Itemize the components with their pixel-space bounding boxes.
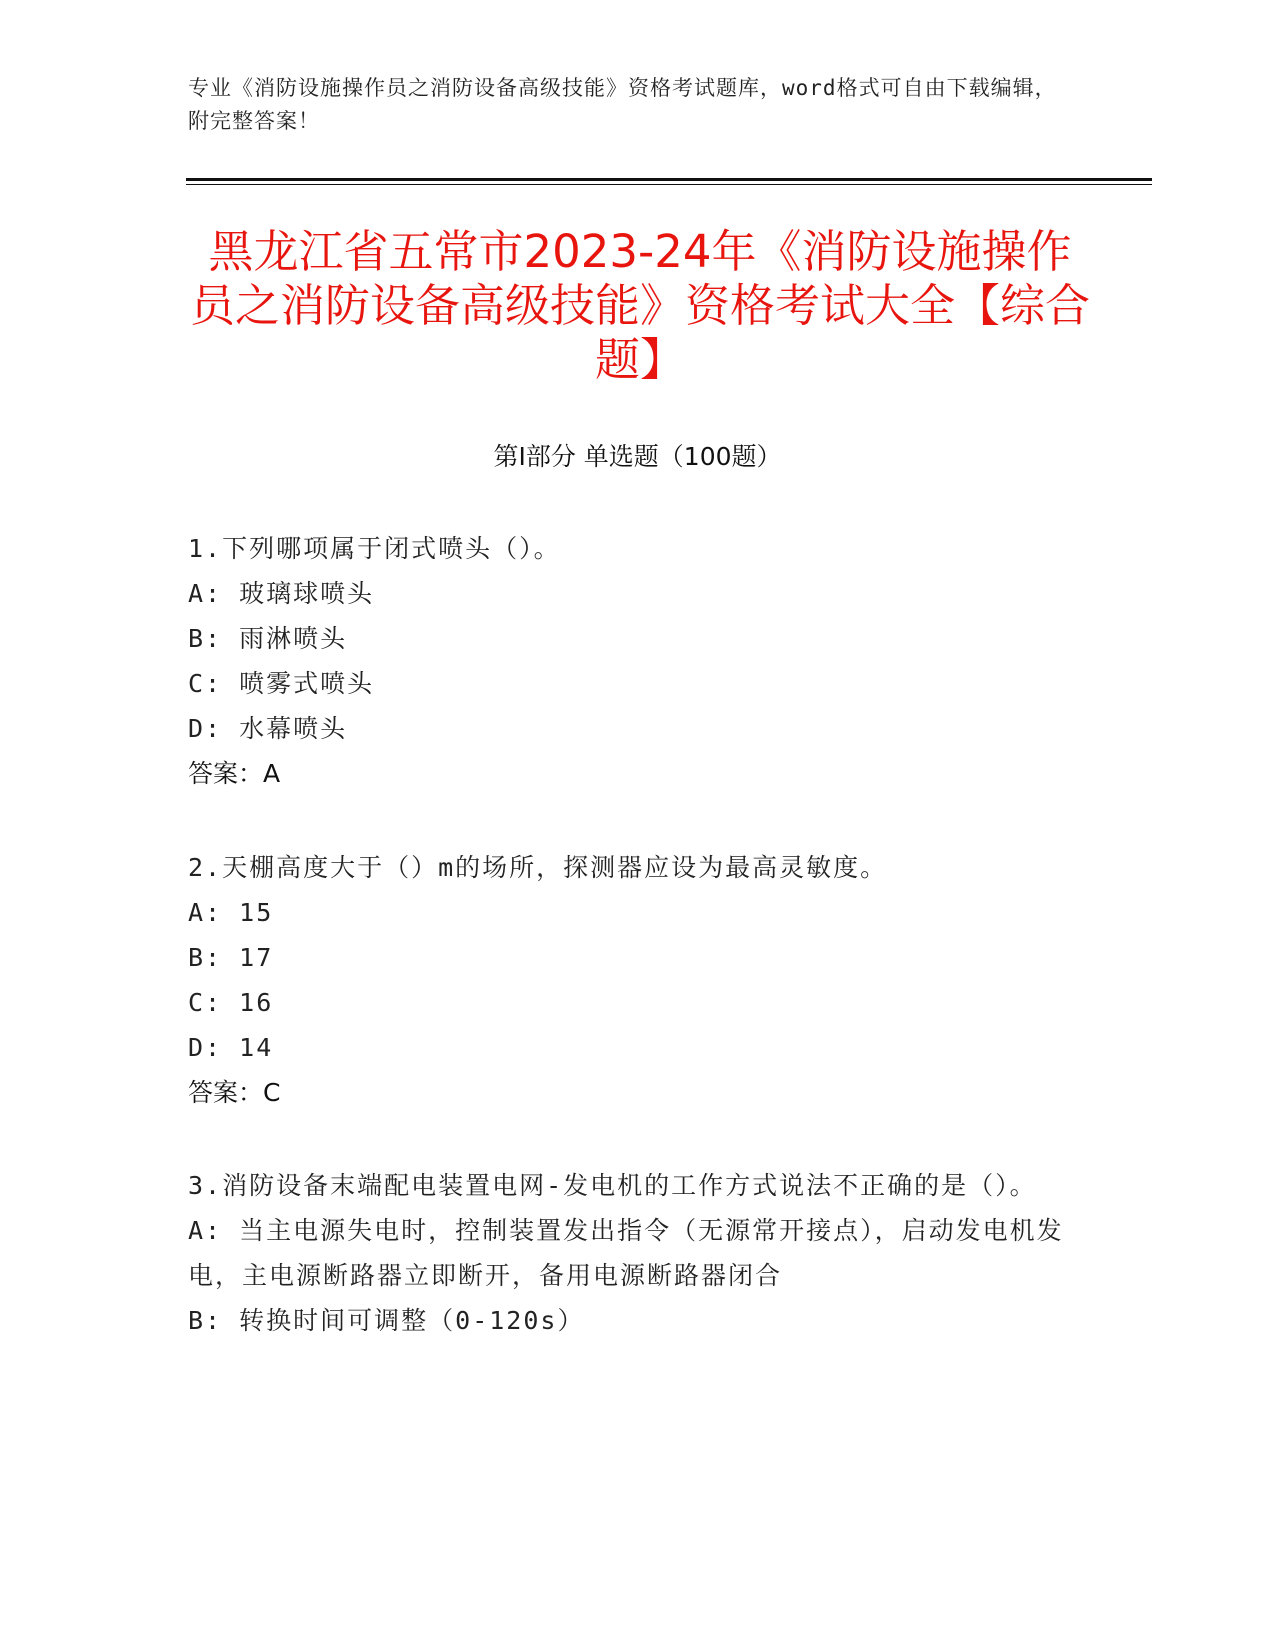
question-block-3 <box>188 1163 1068 1343</box>
option-b: B: 雨淋喷头 <box>188 624 348 653</box>
option-c: C: 喷雾式喷头 <box>188 669 375 698</box>
option-a: A: 15 <box>188 898 274 927</box>
answer-line: 答案：C <box>188 1078 281 1107</box>
answer-line: 答案：A <box>188 759 281 788</box>
question-stem: 3.消防设备末端配电装置电网-发电机的工作方式说法不正确的是（）。 <box>188 1171 1037 1200</box>
question-block-1 <box>188 526 1068 796</box>
header-divider-thick <box>186 178 1152 181</box>
header-divider-thin <box>186 184 1152 185</box>
option-a: A: 玻璃球喷头 <box>188 579 375 608</box>
option-d: D: 水幕喷头 <box>188 714 348 743</box>
option-d: D: 14 <box>188 1033 274 1062</box>
option-a: A: 当主电源失电时，控制装置发出指令（无源常开接点），启动发电机发电，主电源断路器立即断开，备用电源断路器闭合 <box>188 1216 1064 1290</box>
header-note: 专业《消防设施操作员之消防设备高级技能》资格考试题库，word格式可自由下载编辑，附完整答案！ <box>188 76 1057 133</box>
option-b: B: 转换时间可调整（0-120s） <box>188 1306 585 1335</box>
question-stem: 1.下列哪项属于闭式喷头（）。 <box>188 534 561 563</box>
question-block-2 <box>188 845 1068 1115</box>
option-b: B: 17 <box>188 943 274 972</box>
option-c: C: 16 <box>188 988 274 1017</box>
question-stem: 2.天棚高度大于（）m的场所，探测器应设为最高灵敏度。 <box>188 853 888 882</box>
document-title: 黑龙江省五常市2023-24年《消防设施操作员之消防设备高级技能》资格考试大全【综合题】 <box>190 225 1091 386</box>
section-heading: 第Ⅰ部分 单选题（100题） <box>493 442 782 471</box>
